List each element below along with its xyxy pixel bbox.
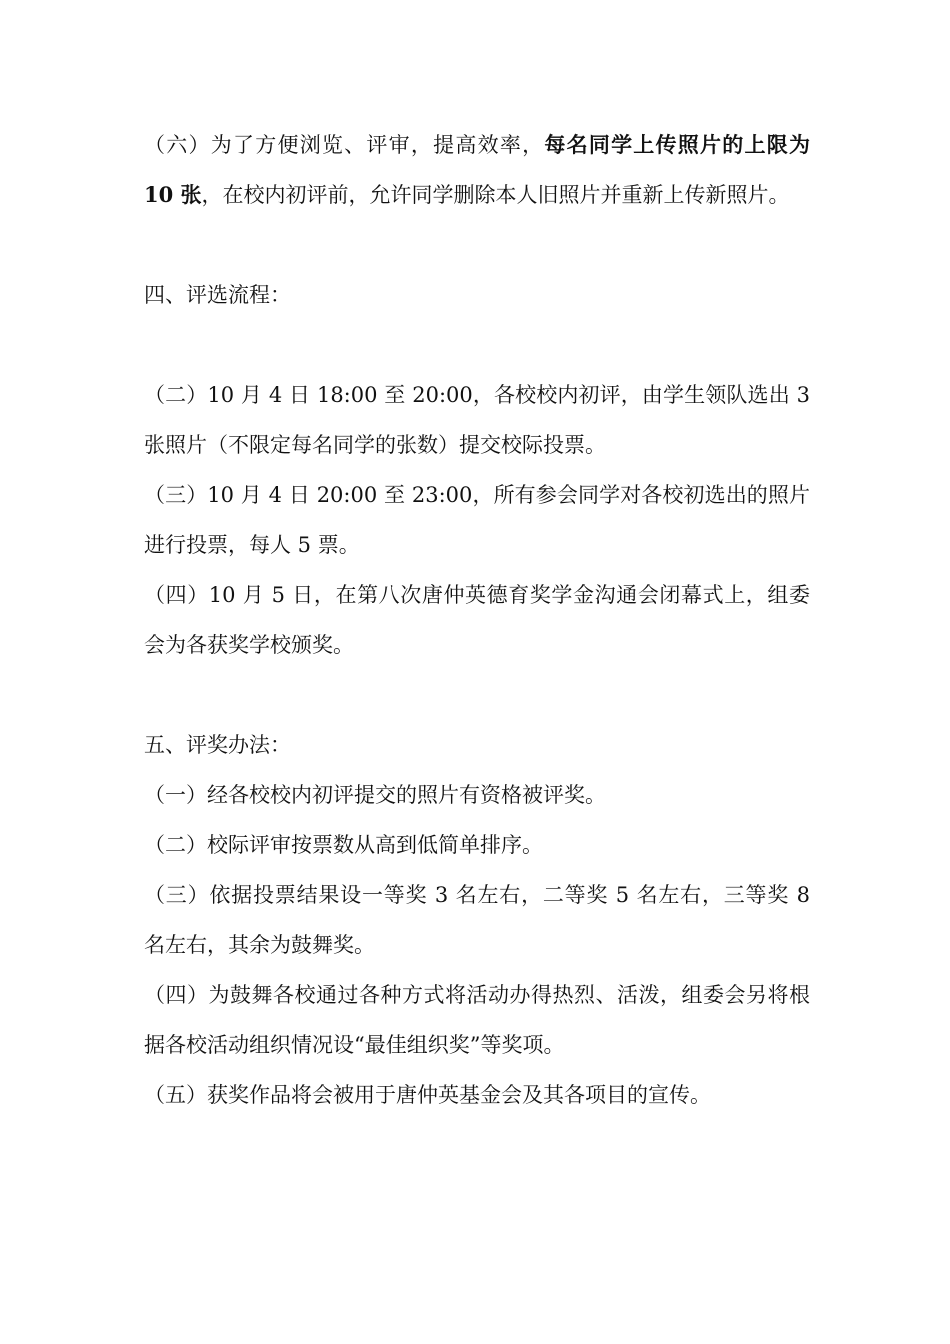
item6-bold-text: 每名同学上传照片的上限为 10 张 [144, 132, 810, 207]
item6-prefix: （六）为了方便浏览、评审，提高效率， [144, 133, 545, 157]
section5-item-5: （五）获奖作品将会被用于唐仲英基金会及其各项目的宣传。 [144, 1083, 711, 1107]
section5-item-1: （一）经各校校内初评提交的照片有资格被评奖。 [144, 783, 606, 807]
section5-item-4: （四）为鼓舞各校通过各种方式将活动办得热烈、活泼，组委会另将根据各校活动组织情况设“最佳组织奖”等奖项。 [144, 983, 810, 1057]
section4-item-4: （四）10 月 5 日，在第八次唐仲英德育奖学金沟通会闭幕式上，组委会为各获奖学校颁奖。 [144, 583, 810, 657]
section4-heading: 四、评选流程： [144, 283, 291, 307]
document-page [144, 120, 810, 1120]
section5-heading: 五、评奖办法： [144, 733, 291, 757]
section4-item-3: （三）10 月 4 日 20:00 至 23:00，所有参会同学对各校初选出的照片进行投票，每人 5 票。 [144, 483, 810, 557]
section5-item-2: （二）校际评审按票数从高到低简单排序。 [144, 833, 543, 857]
spacer [144, 320, 810, 370]
spacer [144, 670, 810, 720]
item6-suffix: ，在校内初评前，允许同学删除本人旧照片并重新上传新照片。 [201, 183, 790, 207]
section3-item6-paragraph [144, 120, 810, 220]
section5-item-3: （三）依据投票结果设一等奖 3 名左右，二等奖 5 名左右，三等奖 8 名左右，其余为鼓舞奖。 [144, 883, 810, 957]
section4-item-2: （二）10 月 4 日 18:00 至 20:00，各校校内初评，由学生领队选出 3 张照片（不限定每名同学的张数）提交校际投票。 [144, 383, 810, 457]
